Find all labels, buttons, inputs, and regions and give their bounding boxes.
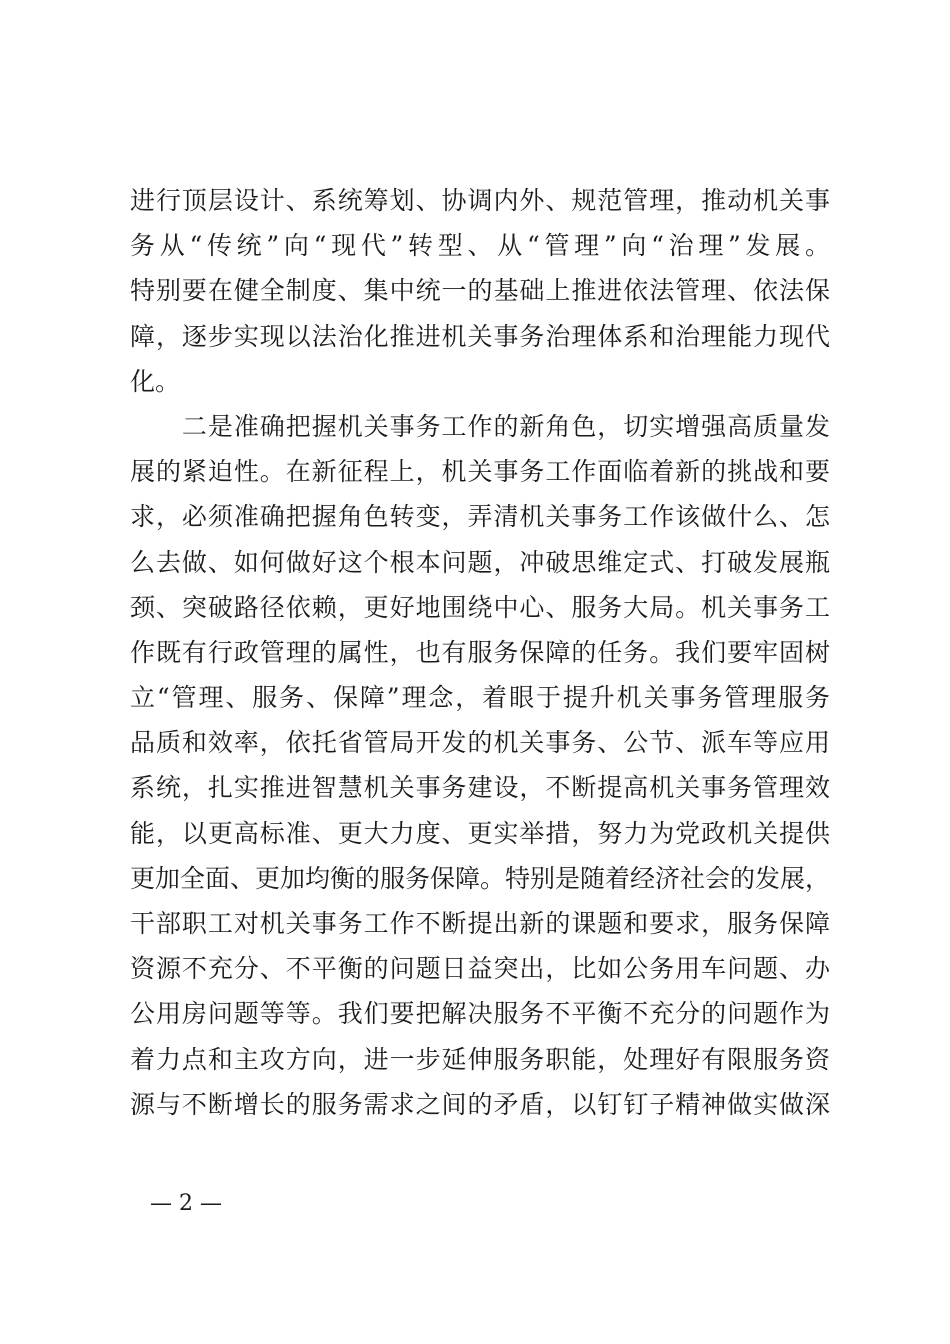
text-line: 进行顶层设计、系统筹划、协调内外、规范管理，推动机关事 [130,186,830,215]
text-line: 务从“传统”向“现代”转型、从“管理”向“治理”发展。 [130,231,830,261]
text-line: 特别要在健全制度、集中统一的基础上推进依法管理、依法保 [130,276,830,306]
text-line: 障，逐步实现以法治化推进机关事务治理体系和治理能力现代 [130,321,830,351]
text-line: 更加全面、更加均衡的服务保障。特别是随着经济社会的发展， [130,863,831,893]
text-line: 展的紧迫性。在新征程上，机关事务工作面临着新的挑战和要 [130,457,830,487]
text-line: 作既有行政管理的属性，也有服务保障的任务。我们要牢固树 [130,637,830,667]
text-line: 么去做、如何做好这个根本问题，冲破思维定式、打破发展瓶 [130,547,830,577]
text-line: 化。 [130,366,181,396]
text-line: 公用房问题等等。我们要把解决服务不平衡不充分的问题作为 [130,999,830,1029]
page-number: — 2 — [150,1191,222,1216]
text-line: 品质和效率，依托省管局开发的机关事务、公节、派车等应用 [130,728,830,758]
text-line: 着力点和主攻方向，进一步延伸服务职能，处理好有限服务资 [130,1044,830,1074]
text-line: 源与不断增长的服务需求之间的矛盾，以钉钉子精神做实做深 [130,1089,830,1119]
text-line: 二是准确把握机关事务工作的新角色，切实增强高质量发 [130,411,830,441]
text-line: 干部职工对机关事务工作不断提出新的课题和要求，服务保障 [130,909,830,938]
text-line: 立“管理、服务、保障”理念，着眼于提升机关事务管理服务 [130,683,830,713]
text-line: 求，必须准确把握角色转变，弄清机关事务工作该做什么、怎 [130,502,830,532]
text-line: 颈、突破路径依赖，更好地围绕中心、服务大局。机关事务工 [130,592,830,622]
text-line: 资源不充分、不平衡的问题日益突出，比如公务用车问题、办 [130,954,830,984]
body-text [130,178,830,1127]
text-line: 系统，扎实推进智慧机关事务建设，不断提高机关事务管理效 [130,773,830,803]
text-line: 能，以更高标准、更大力度、更实举措，努力为党政机关提供 [130,818,830,848]
